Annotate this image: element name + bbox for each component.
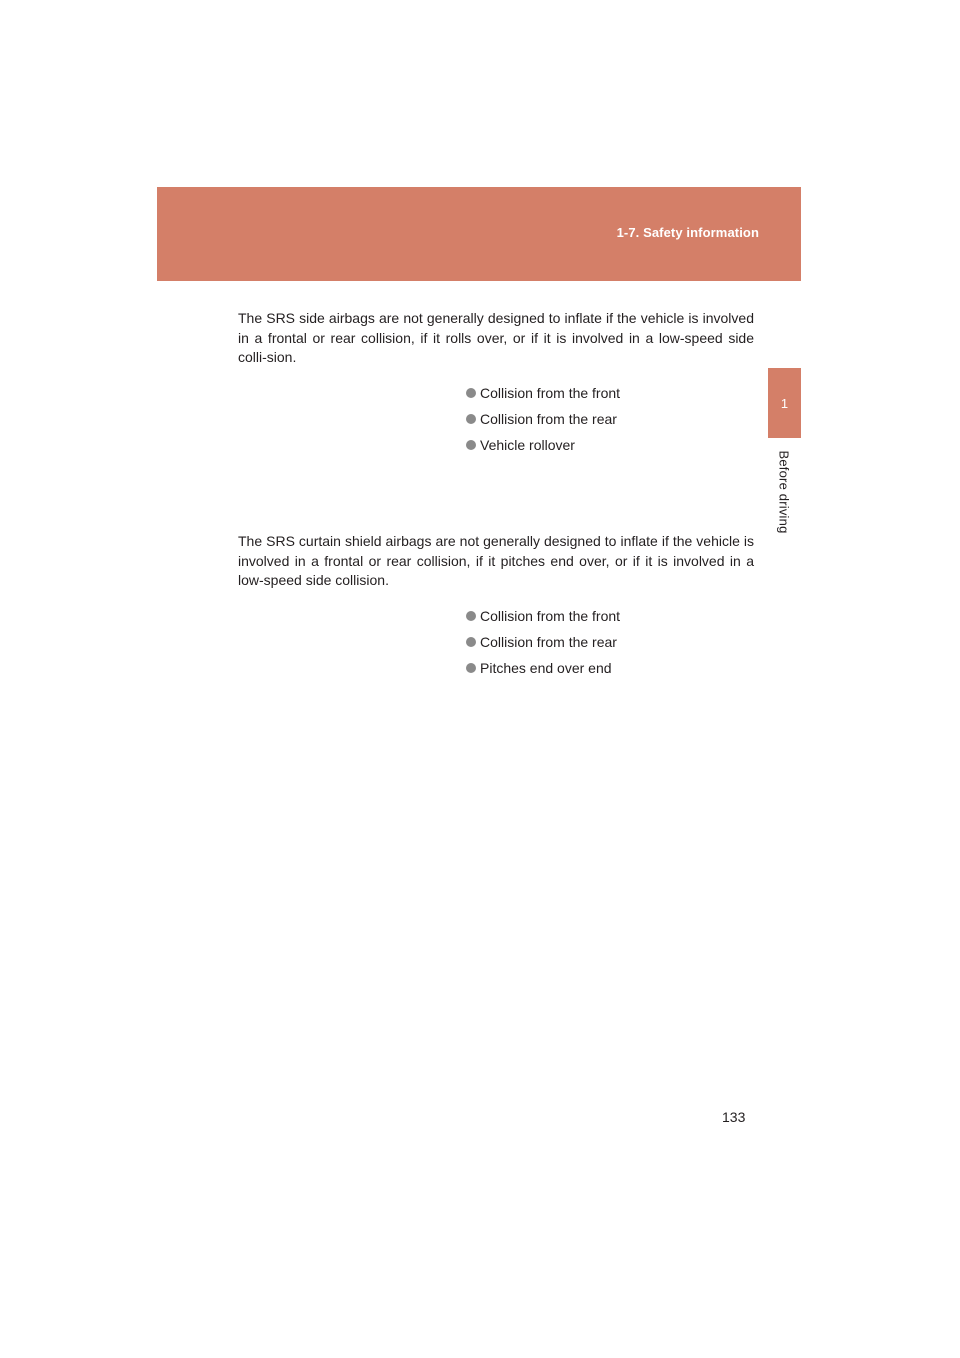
list-item-text: Collision from the front (480, 608, 621, 624)
header-band (157, 187, 801, 281)
bullet-icon (466, 388, 476, 398)
bullet-icon (466, 414, 476, 424)
side-airbags-paragraph: The SRS side airbags are not generally designed to inflate if the vehicle is involved in a frontal or rear collision, if it rolls over, or if it is involved in a low-speed side colli-sion. (238, 310, 754, 365)
list-item (466, 380, 620, 406)
list-item (466, 406, 620, 432)
side-airbags-bullet-list (466, 380, 620, 458)
list-item (466, 603, 620, 629)
list-item (466, 432, 620, 458)
list-item-text: Pitches end over end (480, 660, 612, 676)
list-item-text: Collision from the front (480, 385, 621, 401)
section-title: 1-7. Safety information (616, 225, 759, 240)
bullet-icon (466, 663, 476, 673)
list-item (466, 655, 620, 681)
curtain-airbags-paragraph: The SRS curtain shield airbags are not generally designed to inflate if the vehicle is involved in a frontal or rear collision, if it pitches end over, or if it is involved in a low-speed side collision. (238, 533, 754, 588)
list-item-text: Vehicle rollover (480, 437, 575, 453)
chapter-label: Before driving (776, 450, 792, 534)
chapter-number: 1 (780, 395, 789, 411)
bullet-icon (466, 611, 476, 621)
bullet-icon (466, 440, 476, 450)
list-item-text: Collision from the rear (480, 634, 617, 650)
curtain-airbags-bullet-list (466, 603, 620, 681)
bullet-icon (466, 637, 476, 647)
page-number: 133 (722, 1109, 746, 1125)
list-item (466, 629, 620, 655)
list-item-text: Collision from the rear (480, 411, 617, 427)
chapter-tab[interactable] (768, 368, 801, 438)
